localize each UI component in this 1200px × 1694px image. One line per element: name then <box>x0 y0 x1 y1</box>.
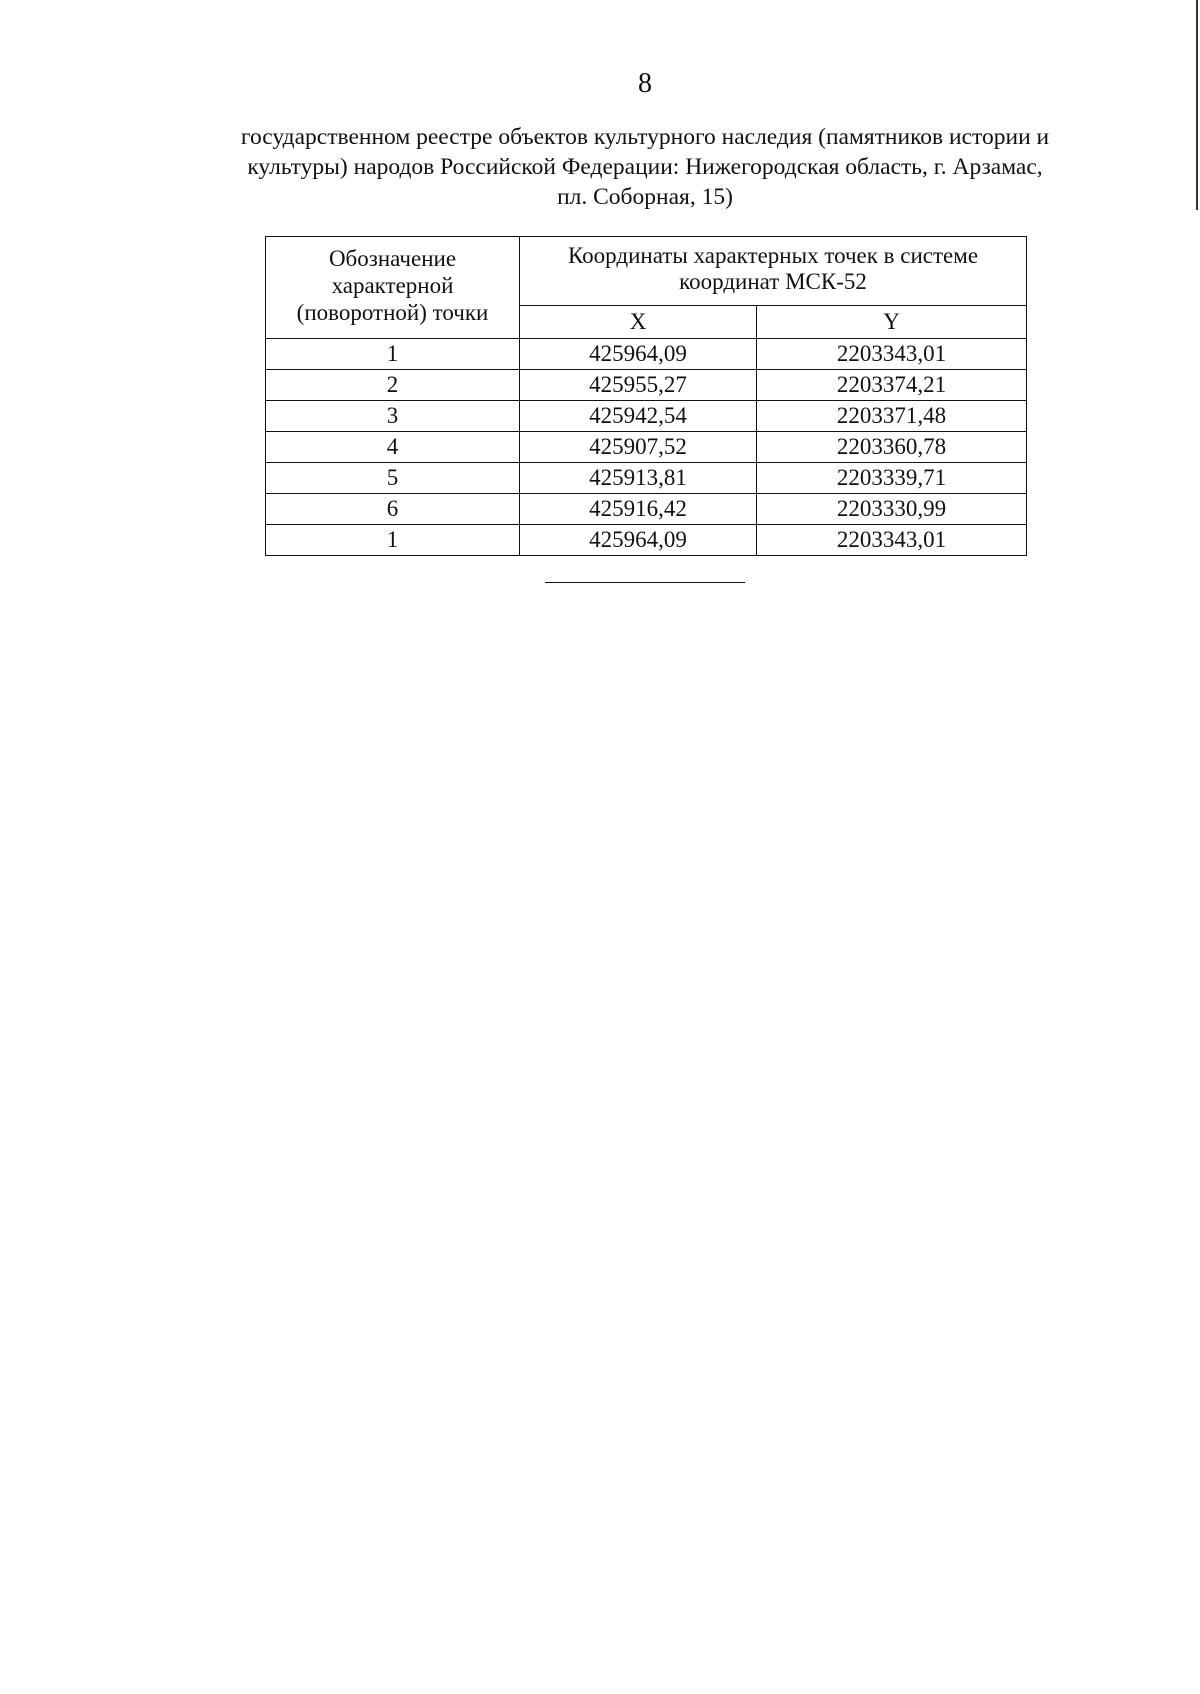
cell-x: 425942,54 <box>520 401 757 432</box>
header-x: X <box>520 306 757 339</box>
cell-y: 2203360,78 <box>757 432 1027 463</box>
table-row <box>266 494 1027 525</box>
scan-edge-line <box>1196 0 1198 210</box>
cell-x: 425913,81 <box>520 463 757 494</box>
cell-point: 4 <box>266 432 520 463</box>
cell-y: 2203330,99 <box>757 494 1027 525</box>
header-y: Y <box>757 306 1027 339</box>
header-point-designation <box>266 237 520 339</box>
header-point-line: Обозначение <box>328 246 457 271</box>
cell-x: 425916,42 <box>520 494 757 525</box>
cell-point: 1 <box>266 525 520 556</box>
table-row <box>266 525 1027 556</box>
cell-point: 3 <box>266 401 520 432</box>
intro-paragraph <box>200 122 1090 212</box>
header-coordinates <box>520 237 1027 306</box>
cell-y: 2203374,21 <box>757 370 1027 401</box>
cell-point: 6 <box>266 494 520 525</box>
cell-point: 2 <box>266 370 520 401</box>
cell-x: 425964,09 <box>520 339 757 370</box>
coordinates-table <box>265 236 1027 556</box>
table-row <box>266 463 1027 494</box>
cell-point: 5 <box>266 463 520 494</box>
intro-line: пл. Соборная, 15) <box>557 184 733 210</box>
cell-y: 2203343,01 <box>757 339 1027 370</box>
table-row <box>266 432 1027 463</box>
intro-line: культуры) народов Российской Федерации: Нижегородская область, г. Арзамас, <box>247 154 1043 180</box>
page-number: 8 <box>638 68 652 99</box>
header-coords-line: Координаты характерных точек в системе <box>567 243 979 268</box>
cell-y: 2203339,71 <box>757 463 1027 494</box>
table-row <box>266 339 1027 370</box>
header-point-line: характерной <box>331 273 454 298</box>
header-coords-line: координат МСК-52 <box>679 269 867 294</box>
cell-x: 425907,52 <box>520 432 757 463</box>
table-row <box>266 370 1027 401</box>
cell-point: 1 <box>266 339 520 370</box>
intro-line: государственном реестре объектов культурного наследия (памятников истории и <box>240 124 1050 150</box>
cell-y: 2203343,01 <box>757 525 1027 556</box>
cell-x: 425964,09 <box>520 525 757 556</box>
cell-x: 425955,27 <box>520 370 757 401</box>
cell-y: 2203371,48 <box>757 401 1027 432</box>
header-point-line: (поворотной) точки <box>296 300 489 325</box>
table-row <box>266 401 1027 432</box>
closing-rule <box>545 582 745 583</box>
